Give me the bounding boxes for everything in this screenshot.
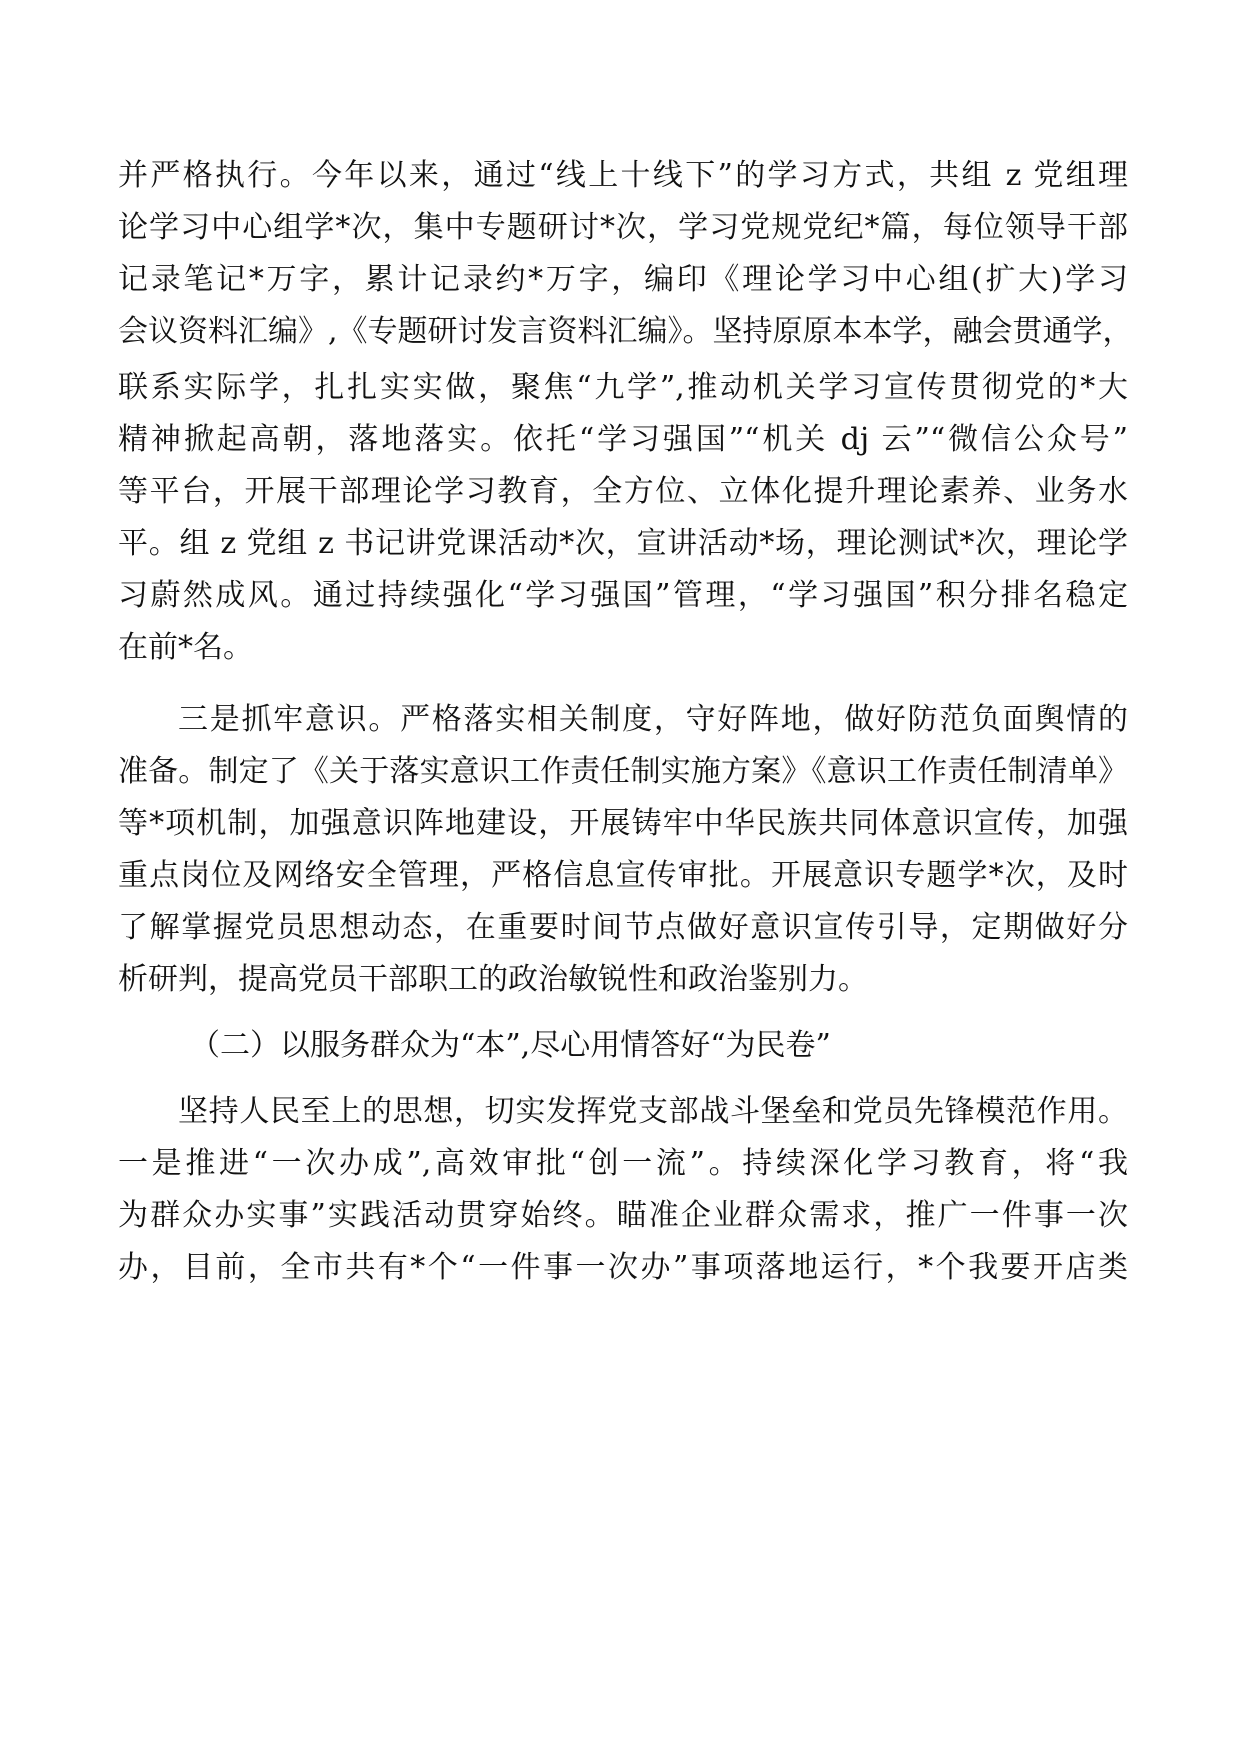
paragraph-2-line-5: 了解掌握党员思想动态，在重要时间节点做好意识宣传引导，定期做好分 xyxy=(118,910,1128,945)
paragraph-2-line-4: 重点岗位及网络安全管理，严格信息宣传审批。开展意识专题学*次，及时 xyxy=(118,858,1128,893)
section-heading: （二）以服务群众为“本”,尽心用情答好“为民卷” xyxy=(190,1028,831,1063)
paragraph-1-line-7: 等平台，开展干部理论学习教育，全方位、立体化提升理论素养、业务水 xyxy=(118,474,1128,509)
paragraph-1-line-8: 平。组 z 党组 z 书记讲党课活动*次，宣讲活动*场，理论测试*次，理论学 xyxy=(118,526,1128,561)
paragraph-1-line-1: 并严格执行。今年以来，通过“线上十线下”的学习方式，共组 z 党组理 xyxy=(118,158,1128,193)
paragraph-2-line-3: 等*项机制，加强意识阵地建设，开展铸牢中华民族共同体意识宣传，加强 xyxy=(118,806,1128,841)
paragraph-3-line-4: 办，目前，全市共有*个“一件事一次办”事项落地运行，*个我要开店类 xyxy=(118,1250,1128,1285)
paragraph-2-line-6: 析研判，提高党员干部职工的政治敏锐性和政治鉴别力。 xyxy=(118,962,868,997)
paragraph-2-line-1: 三是抓牢意识。严格落实相关制度，守好阵地，做好防范负面舆情的 xyxy=(178,702,1128,737)
paragraph-1-line-3: 记录笔记*万字，累计记录约*万字，编印《理论学习中心组(扩大)学习 xyxy=(118,262,1128,297)
paragraph-1-line-4: 会议资料汇编》,《专题研讨发言资料汇编》。坚持原原本本学，融会贯通学， xyxy=(118,314,1133,349)
paragraph-1-line-10: 在前*名。 xyxy=(118,630,253,665)
paragraph-1-line-6: 精神掀起高朝，落地落实。依托“学习强国”“机关 dj 云”“微信公众号” xyxy=(118,422,1128,457)
paragraph-1-line-9: 习蔚然成风。通过持续强化“学习强国”管理，“学习强国”积分排名稳定 xyxy=(118,578,1128,613)
paragraph-3-line-3: 为群众办实事”实践活动贯穿始终。瞄准企业群众需求，推广一件事一次 xyxy=(118,1198,1128,1233)
paragraph-1-line-2: 论学习中心组学*次，集中专题研讨*次，学习党规党纪*篇，每位领导干部 xyxy=(118,210,1128,245)
paragraph-3-line-2: 一是推进“一次办成”,高效审批“创一流”。持续深化学习教育，将“我 xyxy=(118,1146,1128,1181)
paragraph-1-line-5: 联系实际学，扎扎实实做，聚焦“九学”,推动机关学习宣传贯彻党的*大 xyxy=(118,370,1128,405)
paragraph-2-line-2: 准备。制定了《关于落实意识工作责任制实施方案》《意识工作责任制清单》 xyxy=(118,754,1128,789)
paragraph-3-line-1: 坚持人民至上的思想，切实发挥党支部战斗堡垒和党员先锋模范作用。 xyxy=(178,1094,1128,1129)
